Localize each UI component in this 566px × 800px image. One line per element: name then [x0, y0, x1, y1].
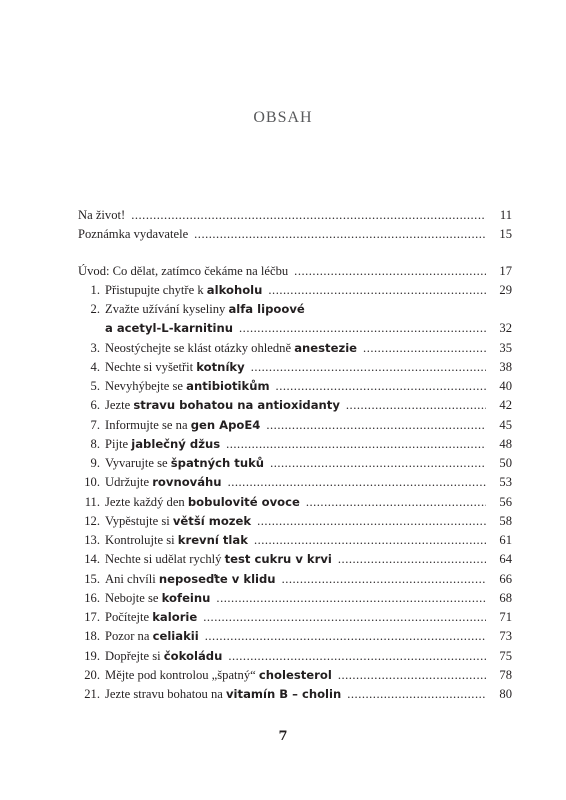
toc-entry-number: 18. [84, 629, 100, 644]
dot-leader [251, 358, 486, 377]
toc-entry-keyword: stravu bohatou na antioxidanty [133, 398, 340, 413]
toc-entry-page: 64 [499, 552, 512, 567]
toc-entry [78, 666, 512, 685]
toc-entry [78, 685, 512, 704]
dot-leader [228, 647, 486, 666]
toc-entry-number: 7. [90, 417, 100, 432]
toc-entry-keyword: krevní tlak [177, 533, 248, 547]
toc-entry [78, 454, 512, 473]
toc-entry-number: 13. [84, 533, 100, 547]
toc-entry-number: 21. [84, 687, 100, 701]
toc-entry-text: Informujte se na [105, 417, 191, 432]
toc-entry-keyword: antibiotikům [186, 379, 270, 393]
toc-entry-page: 71 [499, 610, 512, 624]
toc-entry-text: Zvažte užívání kyseliny [105, 302, 229, 316]
toc-entry-text: Poznámka vydavatele [78, 227, 189, 242]
dot-leader [306, 493, 486, 512]
toc-entry-number: 6. [90, 398, 100, 413]
toc-entry-title [78, 377, 270, 396]
toc-entry-number: 5. [90, 379, 100, 393]
toc-entry-number: 9. [90, 456, 100, 470]
toc-entry-keyword: gen ApoE4 [190, 417, 261, 432]
toc-entry-keyword: alkoholu [206, 282, 263, 297]
toc-entry-title [78, 550, 332, 569]
toc-entry-page: 66 [499, 571, 512, 586]
toc-entry-text: Jezte každý den [105, 494, 188, 509]
toc-entry-title [78, 473, 222, 492]
dot-leader [338, 666, 486, 685]
dot-leader [205, 627, 486, 646]
toc-entry-number: 15. [84, 571, 100, 586]
toc-entry-keyword: test cukru v krvi [224, 552, 332, 567]
toc-entry-title [78, 454, 264, 473]
toc-entry-keyword: kalorie [152, 610, 198, 624]
toc-entry-number: 2. [90, 302, 100, 316]
toc-entry-page: 42 [499, 398, 512, 413]
toc-entry-text: Na život! [78, 208, 126, 222]
dot-leader [216, 589, 486, 608]
toc-entry-text: Vyvarujte se [105, 456, 171, 470]
toc-entry-text: Pozor na [105, 629, 153, 644]
toc-entry-text: Dopřejte si [105, 648, 164, 663]
toc-entry-page: 56 [499, 494, 512, 509]
toc-entry-page: 61 [499, 533, 512, 547]
toc-entry-page: 17 [499, 263, 512, 278]
toc-entry-page: 53 [499, 475, 512, 490]
dot-leader [131, 206, 486, 225]
toc-entry [78, 608, 512, 627]
toc-entry-keyword: a acetyl-L-karnitinu [105, 321, 234, 336]
toc-entry-text: Nebojte se [105, 590, 162, 605]
dot-leader [254, 531, 486, 550]
dot-leader [266, 416, 486, 435]
toc-entry-page: 78 [499, 667, 512, 682]
toc-entry-keyword: větší mozek [172, 513, 252, 528]
dot-leader [346, 396, 486, 415]
dot-leader [194, 225, 486, 244]
dot-leader [268, 281, 486, 300]
toc-entry-keyword: kotníky [196, 359, 245, 374]
toc-entry [78, 416, 512, 435]
toc-entry-title [78, 512, 251, 531]
dot-leader [276, 377, 486, 396]
toc-entry-title [78, 608, 197, 627]
toc-entry-title [78, 435, 220, 454]
dot-leader [294, 262, 486, 281]
toc-entry-number: 8. [90, 436, 100, 451]
toc-entry [78, 531, 512, 550]
dot-leader [257, 512, 486, 531]
toc-entry-keyword: celiakii [152, 629, 199, 644]
toc-entry-title [78, 300, 305, 319]
toc-entry-number: 12. [84, 513, 100, 528]
toc-entry-number: 11. [84, 494, 100, 509]
toc-entry-title [78, 589, 210, 608]
toc-entry-page: 29 [499, 282, 512, 297]
toc-entry-page: 80 [499, 687, 512, 701]
toc-entry-keyword: rovnováhu [152, 475, 222, 490]
toc-entry [78, 647, 512, 666]
toc-entry-title [78, 493, 300, 512]
dot-leader [338, 550, 486, 569]
toc-entry-text: Nevyhýbejte se [105, 379, 187, 393]
dot-leader [347, 685, 486, 704]
toc-entry-page: 73 [499, 629, 512, 644]
toc-entry-page: 75 [499, 648, 512, 663]
toc-entry [78, 262, 512, 281]
toc-entry [78, 319, 512, 338]
toc-entry-number: 4. [90, 359, 100, 374]
toc-entry-text: Nechte si vyšetřit [105, 359, 197, 374]
toc-entry-keyword: alfa lipoové [228, 302, 305, 316]
toc-entry-number: 17. [84, 610, 100, 624]
dot-leader [226, 435, 486, 454]
toc-entry [78, 377, 512, 396]
toc-entry-title [78, 685, 341, 704]
toc-entry-page: 38 [499, 359, 512, 374]
toc-entry-keyword: vitamín B – cholin [226, 687, 342, 701]
toc-entry-title [78, 647, 222, 666]
toc-entry-page: 58 [499, 513, 512, 528]
toc-entry-title [78, 358, 245, 377]
toc-entry-keyword: špatných tuků [170, 456, 265, 470]
toc-entry-title [78, 319, 233, 338]
toc-entry-title [78, 225, 188, 244]
toc-entry-page: 35 [499, 340, 512, 355]
toc-entry [78, 206, 512, 225]
toc-entry-number: 3. [90, 340, 100, 355]
toc-entry-page: 50 [499, 456, 512, 470]
toc-entry-text: Přistupujte chytře k [105, 282, 207, 297]
dot-leader [363, 339, 486, 358]
toc-entry-text: Počítejte [105, 610, 153, 624]
dot-leader [282, 570, 486, 589]
toc-entry [78, 339, 512, 358]
toc-entry [78, 570, 512, 589]
toc-entry-number: 19. [84, 648, 100, 663]
toc-entry-page: 45 [499, 417, 512, 432]
toc-entry-title [78, 570, 276, 589]
toc-entry-text: Jezte [105, 398, 134, 413]
toc-entry-title [78, 281, 262, 300]
toc-entry-text: Vypěstujte si [105, 513, 173, 528]
toc-entry [78, 358, 512, 377]
toc-entry-keyword: čokoládu [163, 648, 223, 663]
toc-entry-number: 14. [84, 552, 100, 567]
toc-entry [78, 512, 512, 531]
toc-entry [78, 473, 512, 492]
toc-entry [78, 493, 512, 512]
toc-entry-text: Nechte si udělat rychlý [105, 552, 225, 567]
toc-entry-page: 11 [499, 208, 512, 222]
toc-entry-text: Úvod: Co dělat, zatímco čekáme na léčbu [78, 263, 289, 278]
toc-entry-text: Ani chvíli [105, 571, 159, 586]
toc-entry-title [78, 666, 332, 685]
toc-entry-title [78, 416, 260, 435]
toc-entry-keyword: neposeďte v klidu [158, 571, 276, 586]
dot-leader [203, 608, 486, 627]
toc-entry-page: 68 [499, 590, 512, 605]
toc-entry-text: Pijte [105, 436, 132, 451]
toc-entry-number: 10. [84, 475, 100, 490]
toc-entry-text: Kontrolujte si [105, 533, 178, 547]
toc-entry-text: Udržujte [105, 475, 153, 490]
toc-entry-title [78, 339, 357, 358]
toc-entry-title [78, 396, 340, 415]
toc-entry-text: Jezte stravu bohatou na [105, 687, 226, 701]
toc-entry [78, 396, 512, 415]
toc-entry [78, 589, 512, 608]
toc-entry-page: 40 [499, 379, 512, 393]
table-of-contents [78, 206, 512, 704]
toc-entry [78, 281, 512, 300]
toc-entry-title [78, 262, 288, 281]
dot-leader [228, 473, 486, 492]
toc-entry-page: 15 [499, 227, 512, 242]
toc-entry [78, 300, 512, 319]
toc-entry-number: 20. [84, 667, 100, 682]
toc-entry-title [78, 206, 125, 225]
toc-entry-title [78, 627, 199, 646]
toc-entry-keyword: anestezie [294, 340, 358, 355]
toc-entry [78, 627, 512, 646]
toc-entry [78, 435, 512, 454]
toc-entry-keyword: bobulovité ovoce [187, 494, 300, 509]
toc-entry-keyword: jablečný džus [131, 436, 221, 451]
toc-entry-number: 1. [90, 282, 100, 297]
toc-entry-text: Mějte pod kontrolou „špatný“ [105, 667, 259, 682]
toc-entry-number: 16. [84, 590, 100, 605]
dot-leader [239, 319, 486, 338]
toc-entry-page: 48 [499, 436, 512, 451]
dot-leader [270, 454, 486, 473]
toc-entry-page: 32 [499, 321, 512, 336]
toc-entry [78, 225, 512, 244]
page-title: OBSAH [253, 109, 313, 126]
toc-entry-text: Neostýchejte se klást otázky ohledně [105, 340, 295, 355]
page-number: 7 [278, 729, 288, 744]
toc-entry-keyword: cholesterol [258, 667, 332, 682]
toc-entry-keyword: kofeinu [161, 590, 211, 605]
toc-entry [78, 550, 512, 569]
toc-entry-title [78, 531, 248, 550]
